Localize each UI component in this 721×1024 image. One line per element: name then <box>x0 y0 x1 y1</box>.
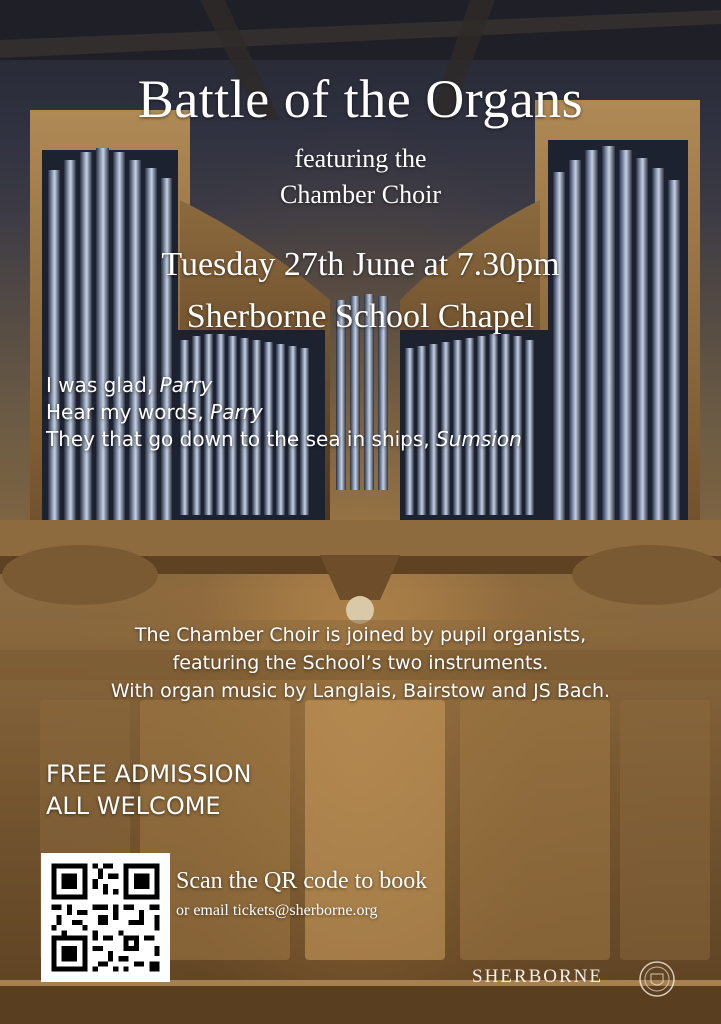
event-date-time: Tuesday 27th June at 7.30pm <box>161 246 560 283</box>
program-item <box>46 426 522 453</box>
program-item <box>46 399 522 426</box>
program-work: Hear my words, <box>46 400 211 424</box>
description-line-3: With organ music by Langlais, Bairstow and JS Bach. <box>110 680 611 702</box>
poster-title: Battle of the Organs <box>137 69 584 129</box>
booking-email[interactable]: or email tickets@sherborne.org <box>176 902 378 919</box>
featuring-line: featuring the <box>294 144 427 173</box>
free-admission-label: FREE ADMISSION <box>46 760 252 788</box>
school-crest-icon <box>638 960 676 998</box>
program-work: I was glad, <box>46 373 160 397</box>
description-line-2: featuring the School’s two instruments. <box>172 652 549 674</box>
description-line-1: The Chamber Choir is joined by pupil organists, <box>134 624 587 646</box>
program-item <box>46 372 522 399</box>
program-composer: Parry <box>159 373 213 397</box>
program-work: They that go down to the sea in ships, <box>46 427 436 451</box>
all-welcome-label: ALL WELCOME <box>46 792 221 820</box>
featuring-choir: Chamber Choir <box>279 180 442 209</box>
program-composer: Parry <box>210 400 263 424</box>
booking-cta: Scan the QR code to book <box>176 868 428 894</box>
event-venue: Sherborne School Chapel <box>186 298 535 335</box>
sherborne-logo-text: SHERBORNE <box>472 966 603 987</box>
program-list <box>46 372 522 453</box>
qr-code-icon[interactable] <box>41 853 170 982</box>
program-composer: Sumsion <box>436 427 522 451</box>
